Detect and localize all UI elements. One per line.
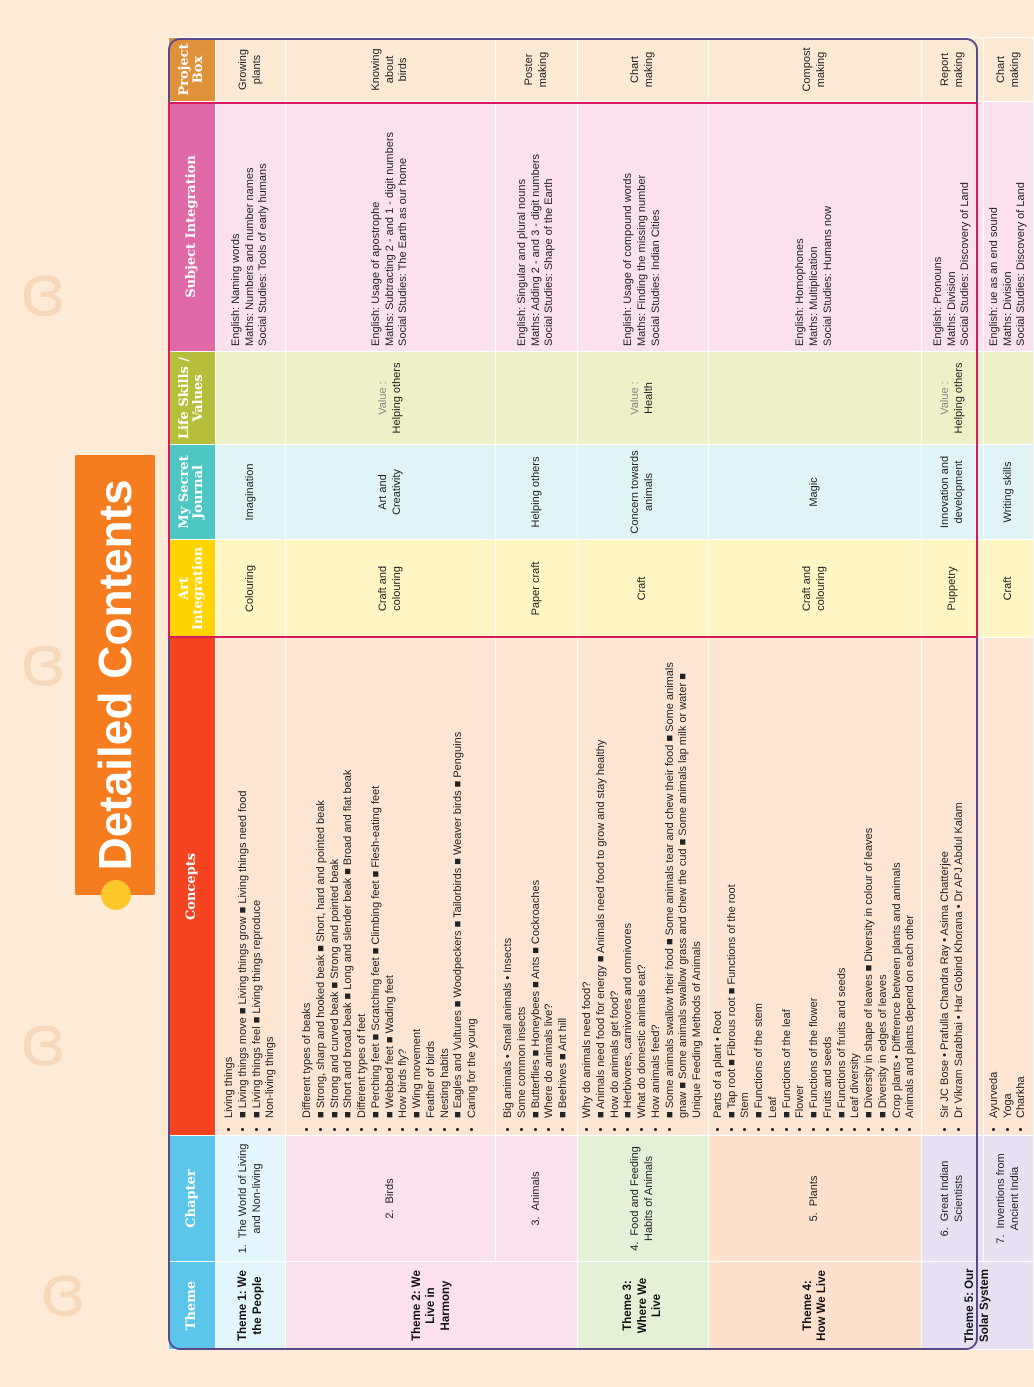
concept-item: • ■ Short and broad beak ■ Long and slender beak ■ Broad and flat beak [342, 643, 356, 1118]
art-integration-cell: Craft [984, 540, 1034, 638]
concepts-cell [216, 638, 286, 1136]
concepts-cell [708, 638, 921, 1136]
value-label: Value : [629, 381, 642, 415]
theme-cell: Theme 2: We Live in Harmony [286, 1262, 578, 1350]
value-text: Helping others [390, 362, 403, 434]
chapter-cell [984, 1136, 1034, 1262]
header-subject: Subject Integration [169, 102, 216, 352]
swirl-decoration-icon: ɞ [20, 250, 67, 332]
chapter-number: 2. [383, 1209, 396, 1219]
art-integration-cell: Craft and colouring [286, 540, 496, 638]
project-box-cell: Growing plants [216, 38, 286, 102]
concept-item: • ■ Living things feel ■ Living things reproduce [251, 643, 265, 1118]
theme-cell: Theme 3: Where We Live [578, 1262, 709, 1350]
concept-item: • ■ Functions of the leaf [781, 643, 795, 1118]
secret-journal-cell: Helping others [496, 445, 578, 540]
art-integration-cell: Colouring [216, 540, 286, 638]
subject-item: Maths: Multiplication [808, 246, 820, 346]
concept-item: • Stem [739, 643, 753, 1118]
header-art: Art Integration [169, 540, 216, 638]
header-journal: My Secret Journal [169, 445, 216, 540]
subject-item: English: ue as an end sound [987, 207, 1000, 346]
subject-integration-cell [216, 102, 286, 352]
concept-item: • Different types of feet [356, 643, 370, 1118]
subject-item: Social Studies: Indian Cities [649, 209, 662, 346]
subject-item: English: Naming words [229, 233, 242, 346]
chapter-title: Animals [529, 1171, 542, 1211]
subject-item: English: Singular and plural nouns [515, 179, 528, 346]
concepts-list [988, 643, 1029, 1130]
concept-item: • Where do animals live? [543, 643, 557, 1118]
concept-item: • ■ Eagles and Vultures ■ Woodpeckers ■ Tailorbirds ■ Weaver birds ■ Penguins [452, 643, 466, 1118]
concepts-list [502, 643, 571, 1130]
value-text: Health [642, 382, 655, 414]
chapter-title: Plants [808, 1175, 820, 1207]
theme-cell: Theme 1: We the People [216, 1262, 286, 1350]
chapter-cell [922, 1136, 984, 1262]
secret-journal-cell: Innovation and development [922, 445, 984, 540]
concept-item: • How animals feed? [650, 643, 664, 1118]
chapter-title: Food and Feeding Habits of Animals [629, 1146, 655, 1241]
concept-item: • Parts of a plant • Root [712, 643, 726, 1118]
concept-item: • Sir JC Bose • Prafulla Chandra Ray • Asima Chatterjee [939, 643, 953, 1118]
chapter-number: 7. [994, 1234, 1007, 1244]
project-box-cell: Compost making [708, 38, 921, 102]
concepts-cell [984, 638, 1034, 1136]
table-row [708, 38, 921, 1350]
chapter-title: Great Indian Scientists [938, 1160, 965, 1223]
chapter-number: 3. [529, 1216, 542, 1226]
concept-item: • How birds fly? [397, 643, 411, 1118]
concept-item: • ■ Some animals swallow their food ■ Some animals tear and chew their food ■ Some animals gnaw ■ Some animals swallow grass and chew the cud ■ Some animals lap milk or water ■ Unique Feeding Methods of Animals [664, 643, 705, 1118]
art-integration-cell: Craft [578, 540, 709, 638]
concept-item: • Ayurveda [988, 643, 1002, 1118]
secret-journal-cell: Imagination [216, 445, 286, 540]
contents-table-holder [168, 38, 1028, 1350]
life-skills-cell [286, 352, 496, 445]
life-skills-cell [496, 352, 578, 445]
chapter-title: Birds [383, 1178, 396, 1204]
life-skills-cell [984, 352, 1034, 445]
table-row [984, 38, 1034, 1350]
concept-item: • Different types of beaks [301, 643, 315, 1118]
header-project: Project Box [169, 38, 216, 102]
concepts-cell [496, 638, 578, 1136]
chapter-title: Inventions from Ancient India [994, 1153, 1021, 1231]
project-box-cell: Knowing about birds [286, 38, 496, 102]
concept-item: • Flower [794, 643, 808, 1118]
concepts-list [581, 643, 705, 1130]
chapter-number: 6. [938, 1227, 951, 1237]
subject-item: Maths: Subtracting 2 - and 1 - digit numbers [383, 132, 396, 346]
table-row [578, 38, 709, 1350]
concept-item: • Leaf [767, 643, 781, 1118]
concept-item: • ■ Functions of the flower [808, 643, 822, 1118]
concept-item: • Charkha [1015, 643, 1029, 1118]
subject-integration-cell [922, 102, 984, 352]
concept-item: • Yoga [1002, 643, 1016, 1118]
art-integration-cell: Craft and colouring [708, 540, 921, 638]
concepts-list [712, 643, 918, 1130]
art-integration-cell: Paper craft [496, 540, 578, 638]
secret-journal-cell: Magic [708, 445, 921, 540]
chapter-title: The World of Living and Non-living [236, 1143, 263, 1239]
page-title: Detailed Contents [89, 479, 141, 871]
concept-item: • ■ Functions of the stem [753, 643, 767, 1118]
table-row [922, 38, 984, 1350]
value-text: Helping others [952, 362, 965, 434]
project-box-cell: Chart making [578, 38, 709, 102]
life-skills-cell [216, 352, 286, 445]
swirl-decoration-icon: ɞ [40, 1250, 87, 1332]
theme-cell: Theme 4: How We Live [708, 1262, 921, 1350]
chapter-cell [708, 1136, 921, 1262]
subject-item: Maths: Division [1001, 271, 1014, 346]
concepts-cell [922, 638, 984, 1136]
concept-item: • Living things [223, 643, 237, 1118]
header-life: Life Skills / Values [169, 352, 216, 445]
subject-item: English: Pronouns [931, 256, 944, 346]
subject-integration-cell [708, 102, 921, 352]
concept-item: • Nesting habits [439, 643, 453, 1118]
concept-item: • ■ Tap root ■ Fibrous root ■ Functions of the root [726, 643, 740, 1118]
chapter-cell [286, 1136, 496, 1262]
concepts-cell [286, 638, 496, 1136]
table-row [216, 38, 286, 1350]
concept-item: • ■ Diversity in shape of leaves ■ Diversity in colour of leaves [863, 643, 877, 1118]
concept-item: • Why do animals need food? [581, 643, 595, 1118]
concept-item: • What do domestic animals eat? [636, 643, 650, 1118]
header-chapter: Chapter [169, 1136, 216, 1262]
concept-item: • Dr Vikram Sarabhai • Har Gobind Khorana • Dr APJ Abdul Kalam [953, 643, 967, 1118]
concept-item: • Some common insects [516, 643, 530, 1118]
concept-item: • ■ Diversity in edges of leaves [877, 643, 891, 1118]
life-skills-cell [578, 352, 709, 445]
subject-item: English: Usage of apostrophe [369, 201, 382, 346]
banner-dot-icon [101, 880, 131, 910]
concepts-list [939, 643, 967, 1130]
header-concepts: Concepts [169, 638, 216, 1136]
concept-item: • Caring for the young [466, 643, 480, 1118]
value-label: Value : [938, 381, 951, 415]
subject-item: Maths: Division [945, 271, 958, 346]
concept-item: • Leaf diversity [849, 643, 863, 1118]
swirl-decoration-icon: ɞ [20, 620, 67, 702]
life-skills-cell [708, 352, 921, 445]
concept-item: • Feather of birds [425, 643, 439, 1118]
table-row [286, 38, 496, 1350]
subject-integration-cell [984, 102, 1034, 352]
concept-item: • Fruits and seeds [822, 643, 836, 1118]
subject-integration-cell [496, 102, 578, 352]
theme-cell: Theme 5: Our Solar System [922, 1262, 1034, 1350]
chapter-number: 5. [808, 1212, 820, 1222]
project-box-cell: Report making [922, 38, 984, 102]
concept-item: • Big animals • Small animals • Insects [502, 643, 516, 1118]
chapter-number: 1. [236, 1244, 249, 1254]
concept-item: • ■ Wing movement [411, 643, 425, 1118]
concepts-cell [578, 638, 709, 1136]
subject-item: Social Studies: Shape of the Earth [543, 178, 556, 346]
concept-item: • Crop plants • Difference between plants and animals [891, 643, 905, 1118]
subject-item: Social Studies: Humans now [821, 205, 834, 346]
subject-integration-cell [286, 102, 496, 352]
subject-item: Social Studies: Discovery of Land [1015, 182, 1028, 346]
secret-journal-cell: Concern towards animals [578, 445, 709, 540]
subject-item: Social Studies: The Earth as our home [397, 157, 410, 346]
chapter-cell [578, 1136, 709, 1262]
secret-journal-cell: Art and Creativity [286, 445, 496, 540]
concept-item: • ■ Butterflies ■ Honeybees ■ Ants ■ Cockroaches [530, 643, 544, 1118]
art-integration-cell: Puppetry [922, 540, 984, 638]
subject-item: English: Usage of compound words [622, 172, 635, 346]
concept-item: • Animals and plants depend on each other [904, 643, 918, 1118]
concept-item: • How do animals get food? [609, 643, 623, 1118]
header-row [169, 38, 216, 1350]
header-theme: Theme [169, 1262, 216, 1350]
concept-item: • ■ Strong and curved beak ■ Strong and pointed beak [329, 643, 343, 1118]
subject-item: Maths: Adding 2 - and 3 - digit numbers [529, 154, 542, 346]
contents-table-rotated [168, 38, 1028, 1350]
subject-item: Social Studies: Tools of early humans [257, 163, 270, 346]
subject-item: English: Homophones [794, 238, 807, 346]
subject-item: Maths: Numbers and number names [243, 167, 256, 346]
concept-item: • Non-living things [264, 643, 278, 1118]
concept-item: • ■ Living things move ■ Living things grow ■ Living things need food [237, 643, 251, 1118]
subject-item: Maths: Finding the missing number [636, 174, 648, 346]
secret-journal-cell: Writing skills [984, 445, 1034, 540]
subject-item: Social Studies: Discovery of Land [959, 182, 972, 346]
project-box-cell: Poster making [496, 38, 578, 102]
life-skills-cell [922, 352, 984, 445]
swirl-decoration-icon: ɞ [20, 1000, 67, 1082]
subject-integration-cell [578, 102, 709, 352]
concept-item: • ■ Webbed feet ■ Wading feet [384, 643, 398, 1118]
concept-item: • ■ Strong, sharp and hooked beak ■ Short, hard and pointed beak [315, 643, 329, 1118]
value-label: Value : [376, 381, 389, 415]
chapter-cell [496, 1136, 578, 1262]
concept-item: • ■ Perching feet ■ Scratching feet ■ Climbing feet ■ Flesh-eating feet [370, 643, 384, 1118]
concept-item: • ■ Functions of fruits and seeds [836, 643, 850, 1118]
contents-table [168, 37, 1034, 1350]
concept-item: • ■ Beehives ■ Ant hill [557, 643, 571, 1118]
chapter-cell [216, 1136, 286, 1262]
concepts-list [223, 643, 278, 1130]
concepts-list [301, 643, 480, 1130]
concept-item: • ■ Herbivores, carnivores and omnivores [622, 643, 636, 1118]
table-row [496, 38, 578, 1350]
project-box-cell: Chart making [984, 38, 1034, 102]
concept-item: • ■ Animals need food for energy ■ Animals need food to grow and stay healthy [595, 643, 609, 1118]
chapter-number: 4. [629, 1241, 642, 1251]
